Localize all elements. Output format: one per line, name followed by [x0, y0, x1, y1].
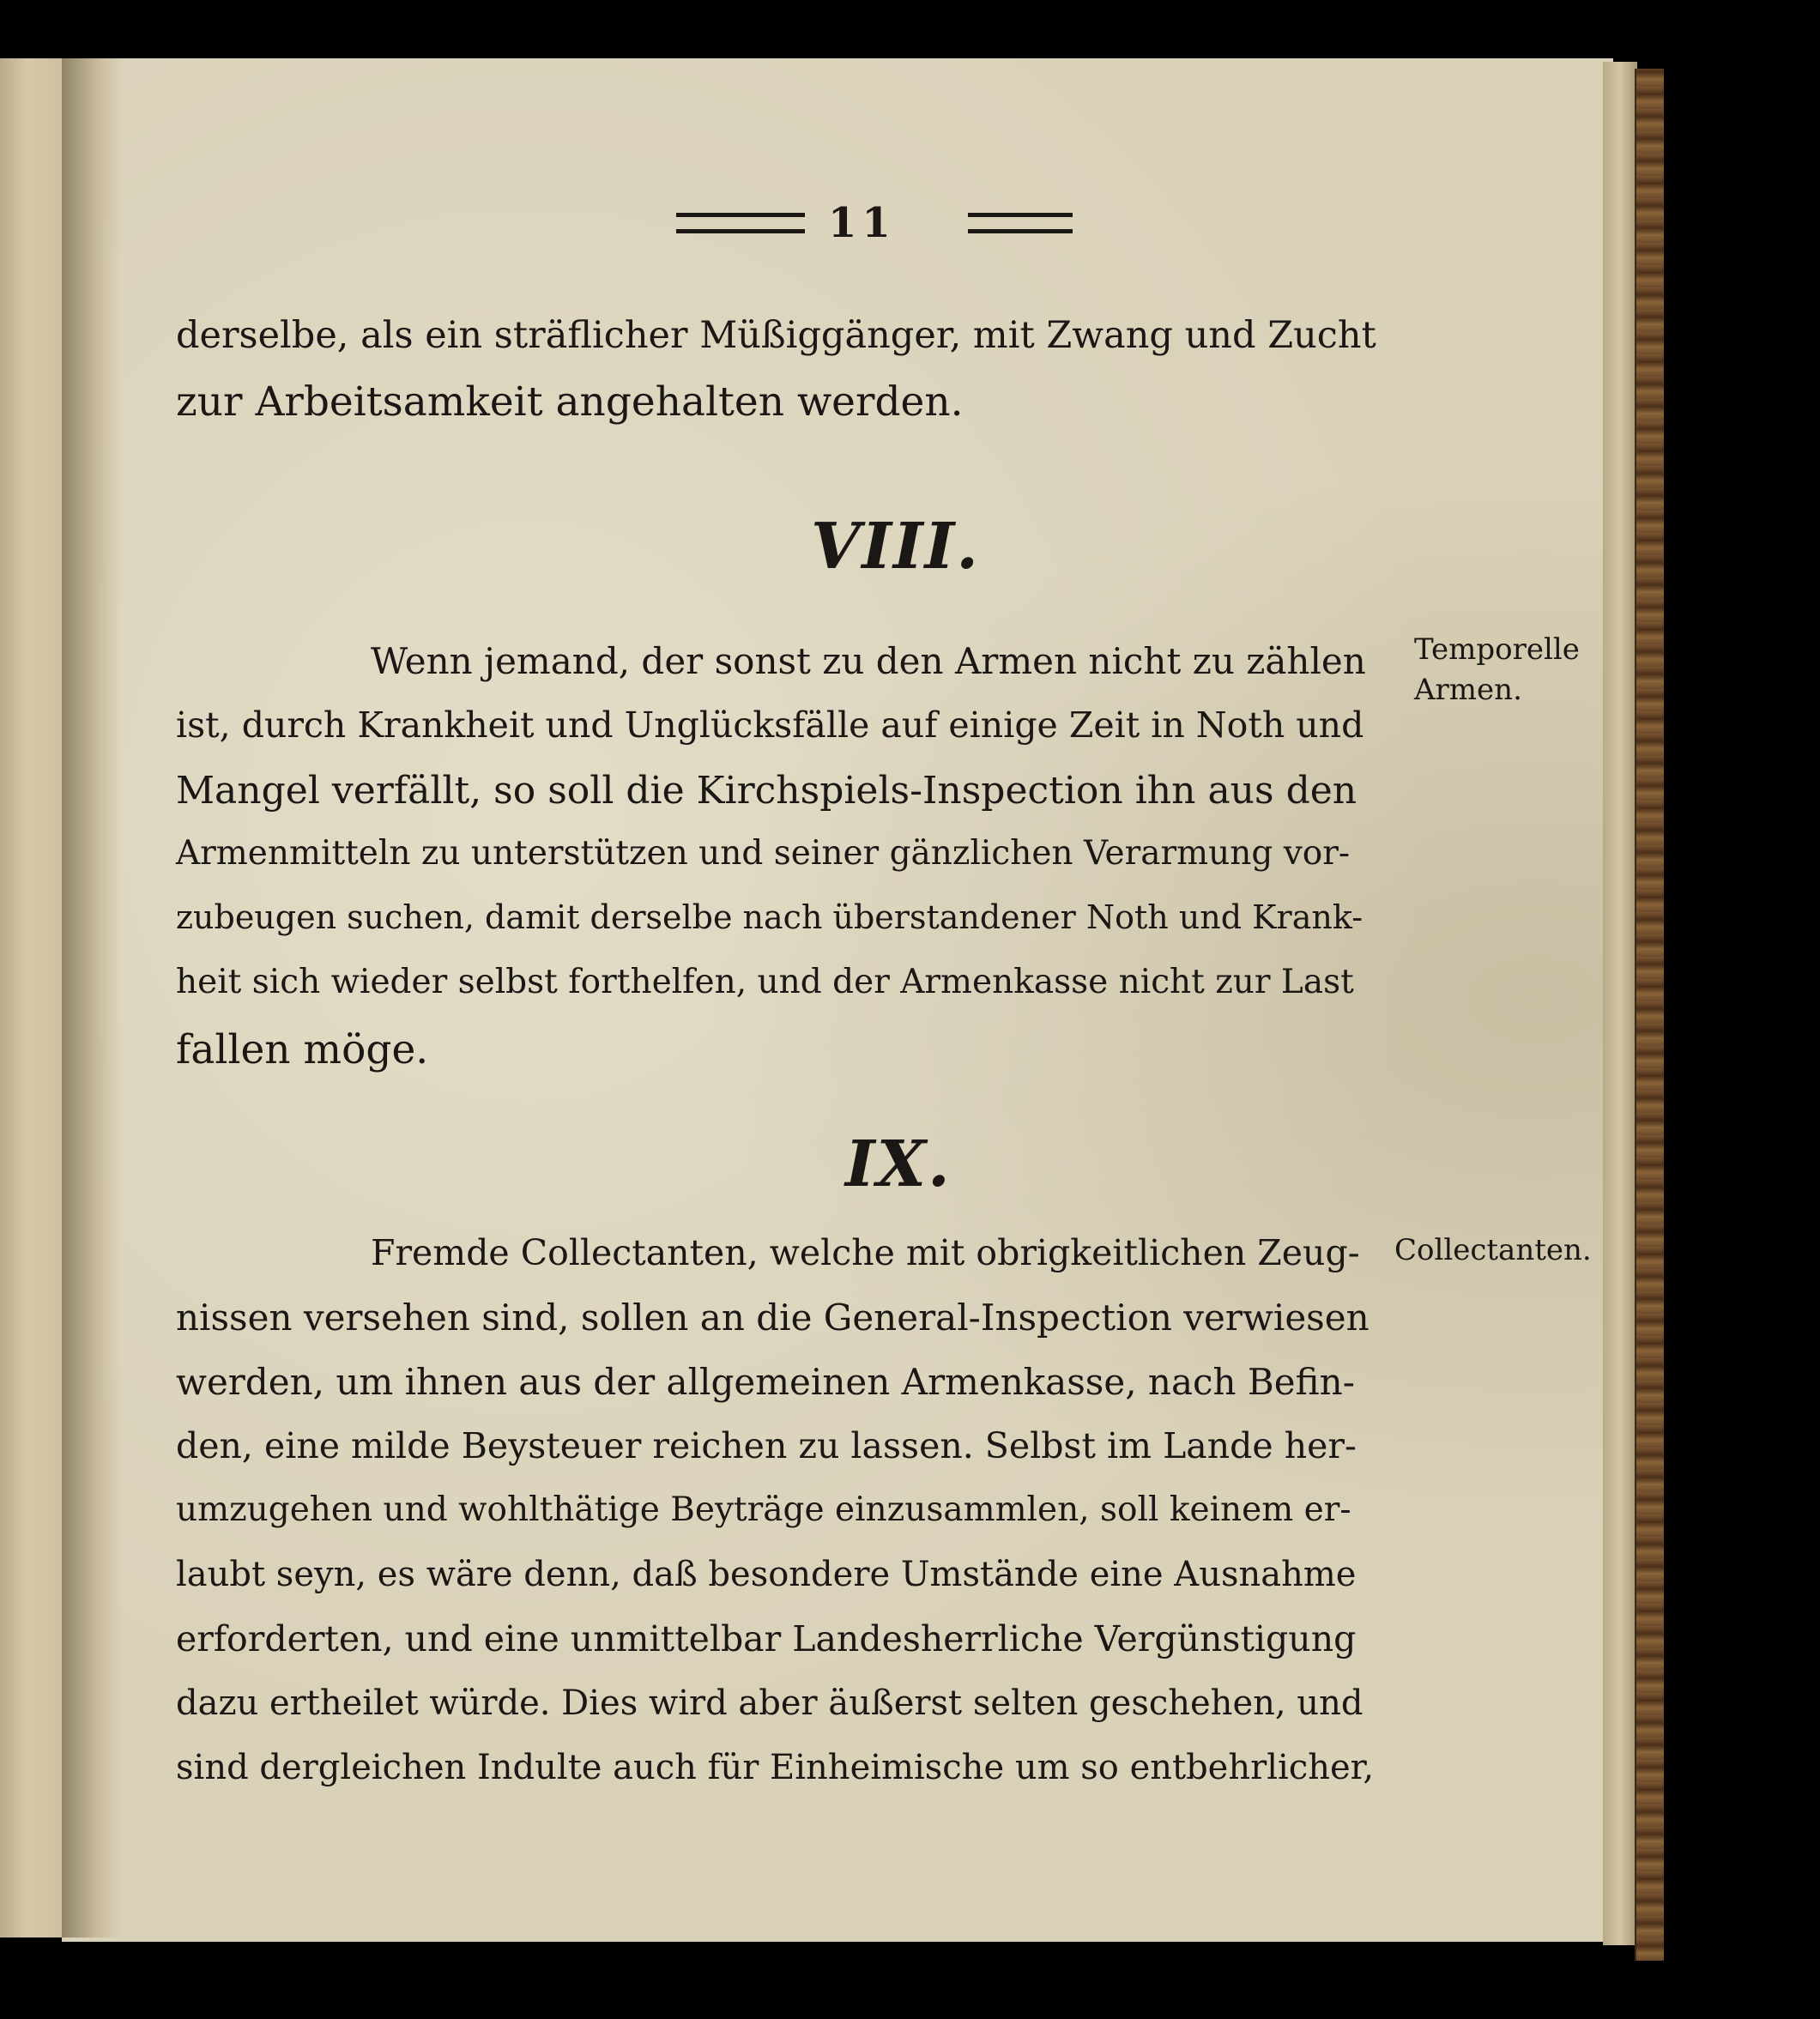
text-line: ist, durch Krankheit und Unglücksfälle auf einige Zeit in Noth und — [176, 704, 1364, 746]
text-line: heit sich wieder selbst forthelfen, und der Armenkasse nicht zur Last — [176, 963, 1354, 1001]
text-line: laubt seyn, es wäre denn, daß besondere Umstände eine Ausnahme — [176, 1555, 1357, 1594]
gutter-shadow — [62, 58, 122, 1937]
text-line: Armenmitteln zu unterstützen und seiner gänzlichen Verarmung vor- — [176, 834, 1351, 873]
book-cover-edge — [1635, 69, 1664, 1961]
text-line: zur Arbeitsamkeit angehalten werden. — [176, 378, 964, 426]
text-line: derselbe, als ein sträflicher Müßiggänger, mit Zwang und Zucht — [176, 314, 1376, 357]
section-heading: VIII. — [811, 510, 981, 583]
previous-page-edge — [0, 58, 62, 1937]
margin-note: Collectanten. — [1394, 1233, 1592, 1267]
text-line: fallen möge. — [176, 1026, 429, 1073]
header-rule-left — [676, 213, 805, 233]
text-line: Wenn jemand, der sonst zu den Armen nicht zu zählen — [371, 640, 1366, 682]
text-line: nissen versehen sind, sollen an die General-Inspection verwiesen — [176, 1297, 1370, 1339]
page-number: 11 — [828, 199, 896, 247]
text-line: den, eine milde Beysteuer reichen zu lassen. Selbst im Lande her- — [176, 1425, 1357, 1466]
text-line: erforderten, und eine unmittelbar Landesherrliche Vergünstigung — [176, 1618, 1357, 1659]
text-line: Mangel verfällt, so soll die Kirchspiels-Inspection ihn aus den — [176, 769, 1357, 813]
header-rule-right — [968, 213, 1073, 233]
page-edges — [1603, 62, 1637, 1945]
text-line: zubeugen suchen, damit derselbe nach überstandener Noth und Krank- — [176, 898, 1363, 936]
section-heading: IX. — [845, 1127, 952, 1201]
text-line: sind dergleichen Indulte auch für Einheimische um so entbehrlicher, — [176, 1748, 1375, 1787]
text-line: Fremde Collectanten, welche mit obrigkeitlichen Zeug- — [371, 1232, 1360, 1273]
margin-note: Armen. — [1414, 673, 1522, 707]
text-line: umzugehen und wohlthätige Beyträge einzusammlen, soll keinem er- — [176, 1490, 1351, 1529]
margin-note: Temporelle — [1414, 632, 1580, 667]
text-line: werden, um ihnen aus der allgemeinen Armenkasse, nach Befin- — [176, 1361, 1355, 1403]
text-line: dazu ertheilet würde. Dies wird aber äußerst selten geschehen, und — [176, 1684, 1363, 1723]
